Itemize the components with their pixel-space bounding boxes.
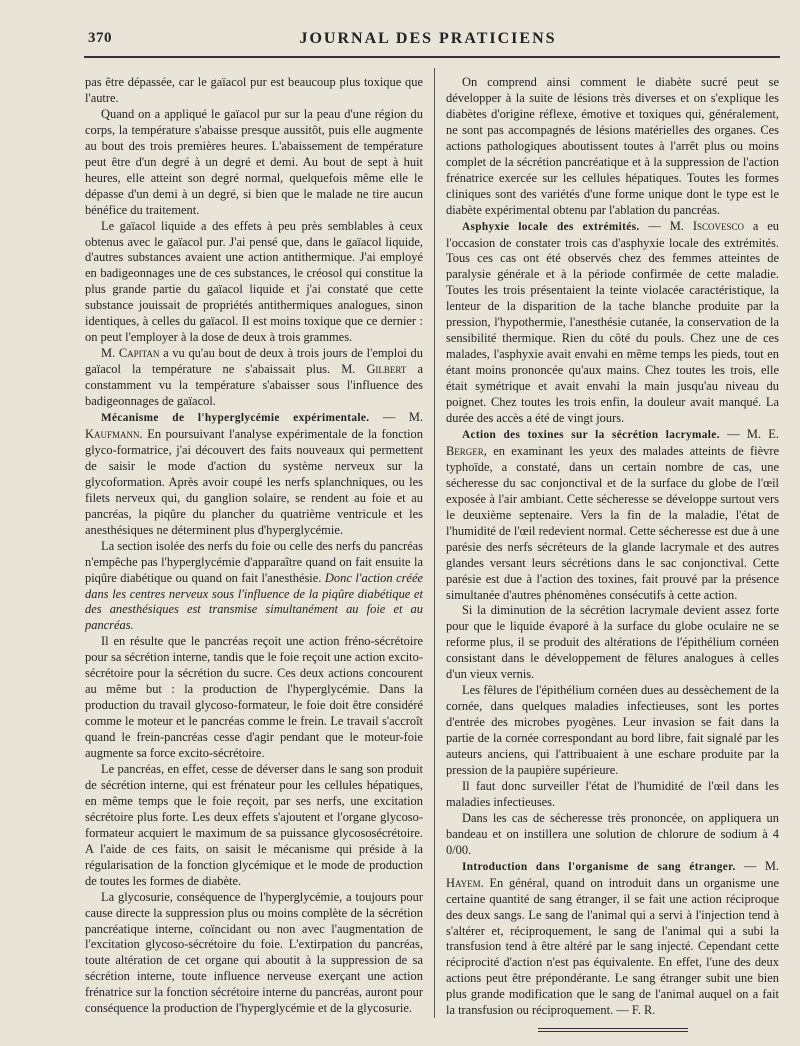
paragraph: Il en résulte que le pancréas reçoit une action fréno-sécrétoire pour sa sécrétion interne, tandis que le foie reçoit une action excito-sécrétoire pour la sécrétion du sucre. Ces deux actions concourent au même but : la production de l'hyperglycémie. Dans la production du travail glycoso-formateur, le foie doit être considéré comme le moteur et le pancréas comme le frein. Le travail s'accroît quand le frein-pancréas cesse d'agir pendant que le moteur-foie augmente sa force excito-sécrétoire.: [85, 634, 423, 761]
paragraph: [85, 346, 423, 410]
text-run: — M. E.: [719, 426, 780, 441]
text-run: — M.: [369, 410, 424, 425]
paragraph: [446, 427, 779, 603]
text-run: M.: [101, 346, 119, 361]
author-name: Kaufmann: [85, 426, 140, 441]
text-run: a constamment vu la température s'abaisser sous l'influence des badigeonnages de gaïacol.: [85, 362, 423, 409]
paragraph: Dans les cas de sécheresse très prononcée, on appliquera un bandeau et on instillera une solution de chlorure de sodium à 4 0/00.: [446, 810, 779, 857]
text-run: — M.: [735, 858, 779, 873]
paragraph: [446, 859, 779, 1020]
section-heading: Introduction dans l'organisme de sang étranger.: [462, 860, 736, 873]
paragraph: pas être dépassée, car le gaïacol pur est beaucoup plus toxique que l'autre.: [85, 75, 423, 105]
text-run: — M.: [639, 218, 693, 233]
section-heading: Action des toxines sur la sécrétion lacrymale.: [462, 428, 720, 441]
paragraph: [446, 219, 779, 427]
text-run: . En poursuivant l'analyse expérimentale de la fonction glyco-formatrice, j'ai découvert des faits nouveaux qui permettent de saisir le mode d'action du système nerveux sur la glycoformation. Après avoir coupé les nerfs splanchniques, ou les filets nerveux qui, du ganglion solaire, se rendent au foie et au pancréas, la piqûre du plancher du quatrième ventricule et les anesthésiques ne déterminent plus d'hyperglycémie.: [85, 426, 423, 537]
journal-title: JOURNAL DES PRATICIENS: [299, 30, 557, 47]
text-run: a vu qu'au bout de deux à trois jours de l'emploi du gaïacol la température ne s'abaissait plus. M.: [85, 346, 423, 377]
page-number: 370: [88, 30, 112, 46]
paragraph: On comprend ainsi comment le diabète sucré peut se développer à la suite de lésions très diverses et on s'explique les diabètes d'origine réflexe, émotive et toxiques qui, généralement, ne sont pas accompagnés de lésions matérielles des organes. Ces actions pathologiques aboutissent toutes à l'arrêt plus ou moins complet de la sécrétion pancréatique et à la suppression de l'action frénatrice exercée sur les cellules hépatiques. Toutes les formes cliniques sont des variétés d'une forme unique dont le type est le diabète expérimental obtenu par l'ablation du pancréas.: [446, 75, 779, 217]
section-heading: Asphyxie locale des extrémités.: [462, 220, 640, 233]
paragraph: Quand on a appliqué le gaïacol pur sur la peau d'une région du corps, la température s'abaisse presque aussitôt, puis elle augmente au bout des trois premières heures. L'abaissement de température peut être d'un degré à un degré et demi. Au bout de sept à huit heures, elle atteint son degré normal, quelquefois même elle le dépasse d'un demi à un degré, si bien que le malade ne tire aucun bénéfice du traitement.: [85, 106, 423, 217]
author-name: Hayem: [446, 875, 481, 890]
paragraph: Les fêlures de l'épithélium cornéen dues au dessèchement de la cornée, dans quelques maladies infectieuses, sont les portes d'entrée des microbes pyogènes. Leur invasion se fait dans la partie de la cornée correspondant au bord libre, fait signalé par les auteurs anciens, qui l'attribuaient à une eschare produite par la pression de la paupière supérieure.: [446, 683, 779, 777]
end-rule: [538, 1028, 688, 1032]
header-rule: [84, 56, 780, 58]
paragraph: Si la diminution de la sécrétion lacrymale devient assez forte pour que le liquide évaporé à la surface du globe oculaire ne se reforme plus, il se produit des altérations de l'épithélium cornéen consistant dans le développement de fêlures analogues à celles d'un vieux vernis.: [446, 603, 779, 682]
text-run: La section isolée des nerfs du foie ou celle des nerfs du pancréas n'empêche pas l'hyperglycémie d'apparaître quand on fait ensuite la piqûre diabétique ou quand on fait l'anesthésie.: [85, 538, 423, 585]
column-divider: [434, 68, 435, 1018]
author-name: Iscovesco: [692, 218, 744, 233]
left-column: [85, 75, 424, 1016]
text-run: a eu l'occasion de constater trois cas d'asphyxie locale des extrémités. Tous ces cas ont été observés chez des femmes atteintes de paralysie générale et à la période confirmée de cette maladie. Toutes les trois présentaient la teinte violacée caractéristique, la lenteur de la disparition de la tache blanche produite par la pression, l'hypothermie, l'anesthésie cutanée, la conservation de la sensibilité thermique. Rien du côté du pouls. Chez une de ces malades, l'asphyxie avait envahi en même temps les pieds, tout en étant moins prononcée qu'aux mains. Chez toutes les trois, elle était symétrique et avait envahi la main jusqu'au niveau du poignet. Chez toutes les trois enfin, la douleur avait manqué. La durée des accès a été de vingt jours.: [446, 218, 780, 426]
text-run: . En général, quand on introduit dans un organisme une certaine quantité de sang étranger, il se fait une action réciproque des deux sangs. Le sang de l'animal qui a servi à l'injection tend à s'altérer et, réciproquement, le sang de l'animal qui a subi la transfusion tend à être altéré par le sang injecté. Cependant cette réciprocité d'action n'est pas équivalente. En effet, l'une des deux actions peut être prépondérante. Le sang étranger subit une bien plus grande modification que le sang de l'animal auquel on a fait la transfusion ou réciproquement. — F. R.: [446, 875, 779, 1018]
text-run: , en examinant les yeux des malades atteints de fièvre typhoïde, a constaté, dans un certain nombre de cas, une sécheresse du sac conjonctival et de la surface du globe de l'œil exposée à l'air ambiant. Cette sécheresse se développe surtout vers le deuxième septenaire. Vers la fin de la maladie, l'état de l'humidité de l'œil redevient normal. Cette sécheresse est due à une parésie des nerfs sécréteurs de la glande lacrymale et des autres glandes versant leurs sécrétions dans le sac conjonctival. Cette parésie est due à l'action des toxines, fait prouvé par la présence simultanée d'autres phénomènes consécutifs à cette action.: [446, 443, 779, 602]
author-name: Gilbert: [366, 362, 407, 377]
paragraph: [85, 539, 423, 635]
page-header: [78, 28, 778, 54]
author-name: Capitan: [118, 346, 160, 361]
author-name: Berger: [446, 443, 484, 458]
paragraph: Le pancréas, en effet, cesse de déverser dans le sang son produit de sécrétion interne, qui est frénateur pour les cellules hépatiques, en même temps que le foie reçoit, par ses nerfs, une excitation sécrétoire plus forte. Les deux effets s'ajoutent et l'organe glycoso-formateur acquiert le maximum de sa puissance glycososécrétoire. A l'aide de ces faits, on saisit le mécanisme qui préside à la régularisation de la fonction glycémique et le mode de production de toutes les formes de diabète.: [85, 761, 423, 888]
emphasis-text: Donc l'action créée dans les centres nerveux sous l'influence de la piqûre diabétique et des anesthésiques est transmise simultanément au foie et au pancréas.: [85, 570, 423, 633]
section-heading: Mécanisme de l'hyperglycémie expérimentale.: [101, 412, 370, 425]
right-column: [446, 75, 780, 1018]
paragraph: Le gaïacol liquide a des effets à peu près semblables à ceux obtenus avec le gaïacol pur. J'ai pensé que, dans le gaïacol liquide, d'autres substances avaient une action antithermique. J'ai employé en badigeonnages une de ces substances, le créosol qui constitue la plus grande partie du gaïacol liquide et j'ai constaté que cette substance jouissait de propriétés antithermiques analogues, sinon identiques, à celles du gaïacol. Il est moins toxique que ce dernier : on peut l'employer à la dose de deux à trois grammes.: [85, 218, 423, 345]
paragraph: [85, 410, 423, 539]
paragraph: Il faut donc surveiller l'état de l'humidité de l'œil dans les maladies infectieuses.: [446, 778, 779, 809]
paragraph: La glycosurie, conséquence de l'hyperglycémie, a toujours pour cause directe la suppression plus ou moins complète de la sécrétion pancréatique interne, coïncidant ou non avec l'augmentation de l'excitation glycoso-sécrétoire du foie. L'extirpation du pancréas, toute altération de cet organe qui aboutit à la suppression de sa sécrétion interne, toute influence nerveuse exerçant une action frénatrice sur la fonction sécrétoire interne du pancréas, auront pour conséquence la production de l'hyperglycémie et de la glycosurie.: [85, 889, 423, 1016]
